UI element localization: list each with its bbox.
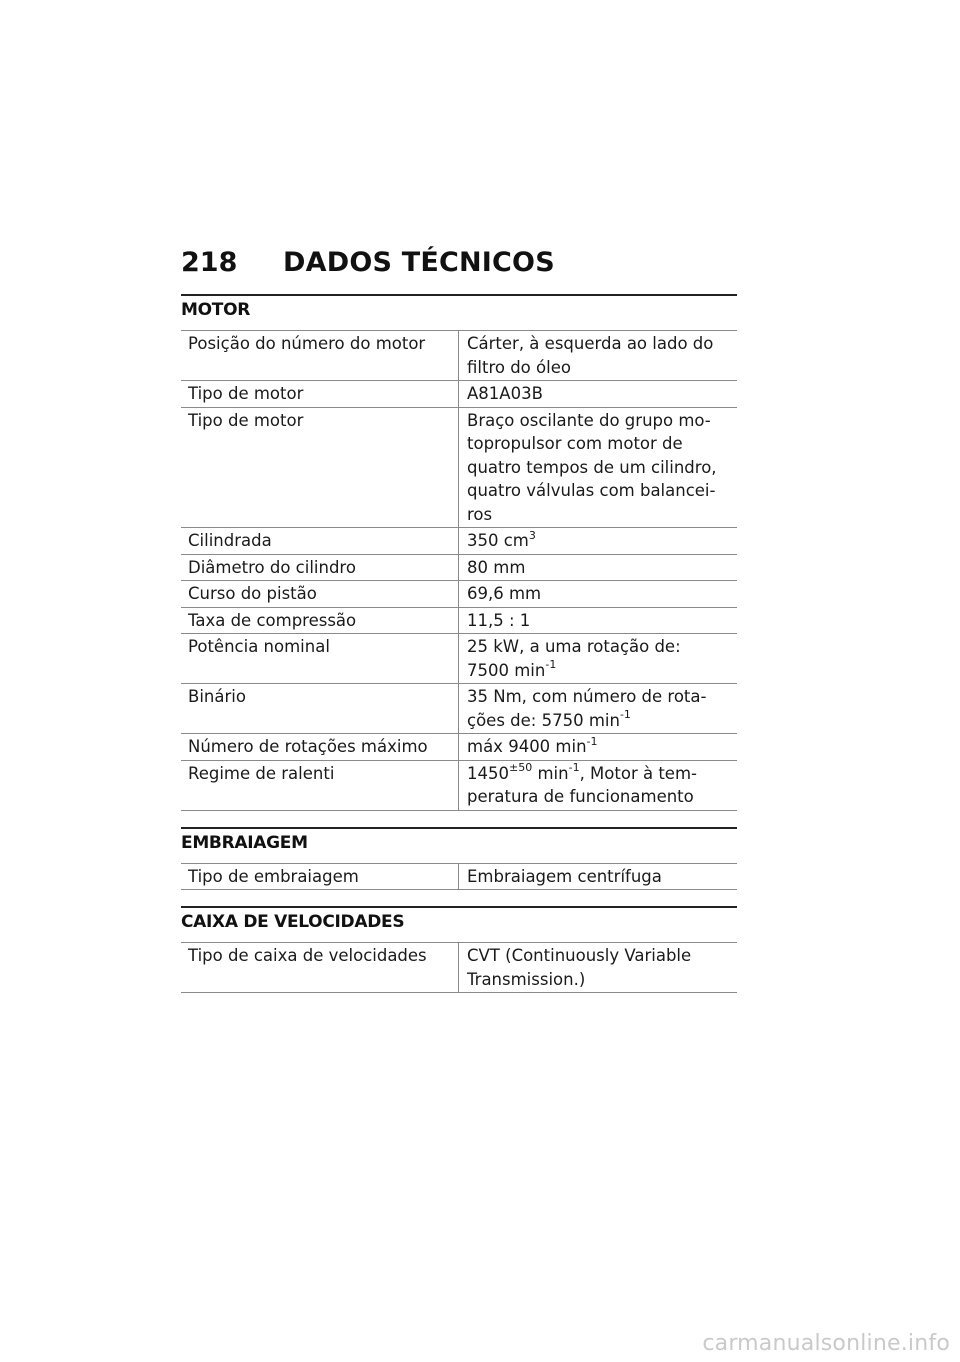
spec-label: Taxa de compressão — [181, 607, 459, 634]
spec-value: Embraiagem centrífuga — [467, 866, 662, 886]
table-row — [181, 381, 737, 408]
superscript: -1 — [619, 708, 631, 721]
spec-value: Braço oscilante do grupo mo- topropulsor com motor de quatro tempos de um cilindro, quatro válvulas com balancei- ros — [467, 410, 717, 524]
table-row — [181, 943, 737, 993]
gearbox-spec-table — [181, 942, 737, 993]
spec-value-text: máx 9400 min — [467, 737, 587, 756]
table-row — [181, 607, 737, 634]
motor-spec-table — [181, 330, 737, 811]
spec-value — [459, 734, 738, 761]
spec-label: Número de rotações máximo — [181, 734, 459, 761]
page-number: 218 — [181, 247, 238, 278]
spec-value — [459, 634, 738, 684]
spec-value-text: , Motor à tem- — [579, 763, 697, 783]
superscript: 3 — [528, 528, 536, 542]
page-title: DADOS TÉCNICOS — [283, 247, 555, 278]
watermark: carmanualsonline.info — [702, 1331, 950, 1356]
spec-value — [459, 760, 738, 810]
spec-value-text: min — [532, 763, 569, 783]
table-row — [181, 684, 737, 734]
spec-label: Tipo de embraiagem — [181, 863, 459, 890]
table-row — [181, 760, 737, 810]
spec-value: 11,5 : 1 — [467, 610, 531, 630]
spec-label: Cilindrada — [181, 528, 459, 555]
superscript: -1 — [568, 761, 580, 774]
spec-value-text: 35 Nm, com número de rota- — [467, 687, 707, 706]
spec-label: Tipo de motor — [181, 381, 459, 408]
table-row — [181, 331, 737, 381]
spec-value-text: 1450 — [467, 763, 509, 783]
spec-label: Regime de ralenti — [181, 760, 459, 810]
spec-value: 80 mm — [467, 557, 526, 577]
table-row — [181, 863, 737, 890]
spec-value: 69,6 mm — [467, 584, 542, 603]
table-row — [181, 734, 737, 761]
spec-value-text: peratura de funcionamento — [467, 787, 694, 806]
spec-label: Tipo de caixa de velocidades — [181, 943, 459, 993]
superscript: -1 — [545, 658, 557, 671]
spec-value: CVT (Continuously Variable Transmission.) — [467, 946, 692, 989]
table-row — [181, 554, 737, 581]
section-motor — [181, 294, 737, 811]
spec-label: Curso do pistão — [181, 581, 459, 608]
spec-value: A81A03B — [467, 384, 543, 403]
spec-value — [459, 528, 738, 555]
spec-value-text: 25 kW, a uma rotação de: — [467, 637, 681, 656]
page-header — [181, 246, 737, 280]
table-row — [181, 581, 737, 608]
spec-value-text: 350 cm — [467, 531, 529, 550]
spec-content — [181, 294, 737, 993]
table-row — [181, 528, 737, 555]
spec-value: Cárter, à esquerda ao lado do filtro do óleo — [467, 334, 714, 377]
superscript: ±50 — [509, 761, 533, 774]
spec-value — [459, 684, 738, 734]
table-row — [181, 634, 737, 684]
spec-label: Tipo de motor — [181, 407, 459, 528]
section-gearbox — [181, 906, 737, 993]
superscript: -1 — [586, 734, 598, 748]
section-title: CAIXA DE VELOCIDADES — [181, 912, 405, 932]
section-title: MOTOR — [181, 300, 251, 320]
spec-value-text: 7500 min — [467, 660, 546, 680]
section-title: EMBRAIAGEM — [181, 832, 308, 853]
section-clutch — [181, 827, 737, 891]
spec-value-text: ções de: 5750 min — [467, 710, 620, 730]
spec-label: Diâmetro do cilindro — [181, 554, 459, 581]
table-row — [181, 407, 737, 528]
spec-label: Potência nominal — [181, 634, 459, 684]
spec-label: Posição do número do motor — [181, 331, 459, 381]
clutch-spec-table — [181, 863, 737, 891]
spec-label: Binário — [181, 684, 459, 734]
